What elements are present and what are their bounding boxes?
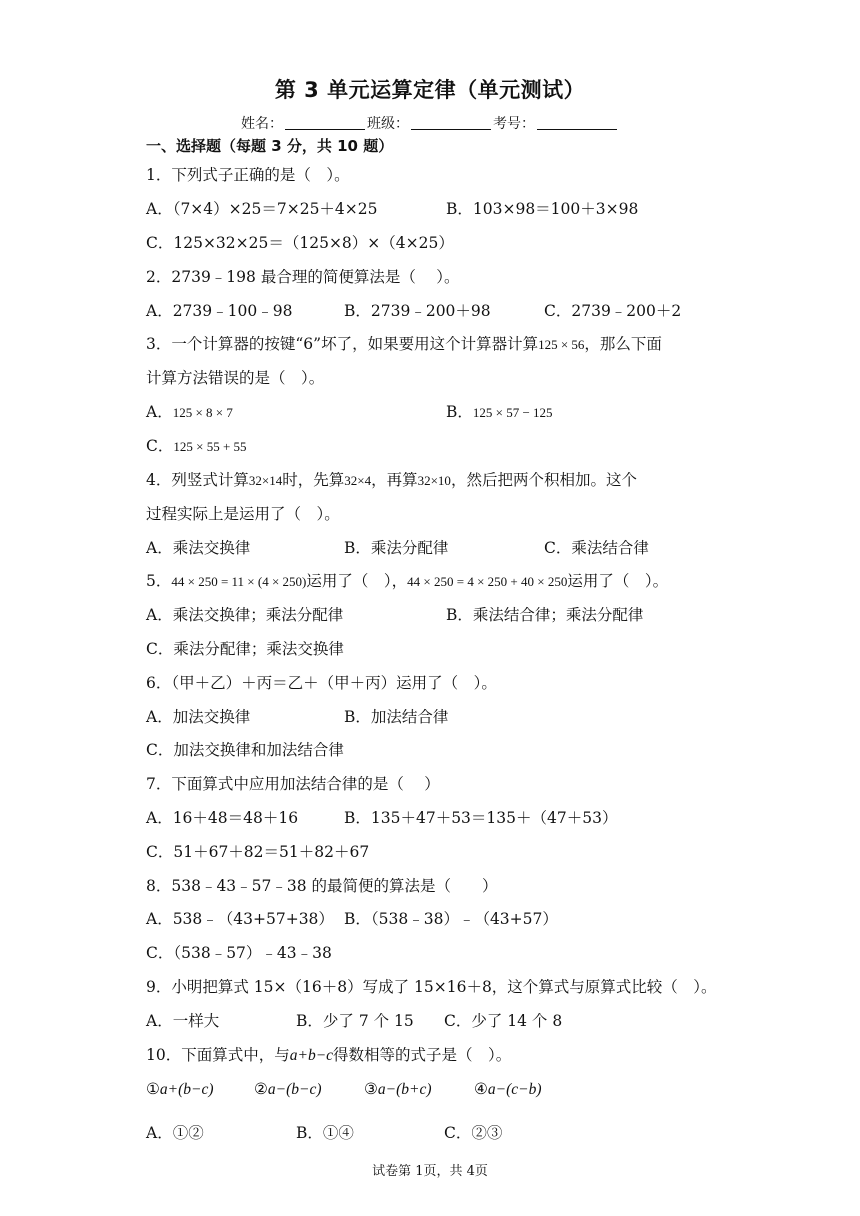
question-8-stem: 8．538﹣43﹣57﹣38 的最简便的算法是（ ） — [146, 877, 498, 895]
question-1-stem: 1．下列式子正确的是（ ）。 — [146, 166, 350, 184]
option-label: A． — [146, 403, 173, 421]
question-10-option-c[interactable]: C．②③ — [444, 1124, 503, 1142]
question-7-option-b[interactable]: B．135＋47＋53＝135＋（47＋53） — [344, 809, 618, 827]
question-3-option-c[interactable] — [146, 434, 247, 456]
question-4-expression: 32×10 — [417, 473, 451, 488]
question-6-option-b[interactable]: B．加法结合律 — [344, 708, 449, 726]
question-5-expression: 44 × 250 = 11 × (4 × 250) — [171, 574, 307, 589]
option-expression: 125 × 8 × 7 — [172, 405, 233, 420]
question-10-option-a[interactable]: A．①② — [146, 1124, 204, 1142]
question-4-expression: 32×14 — [248, 473, 283, 488]
option-expression: 125 × 55 + 55 — [173, 439, 247, 454]
choice-number: ② — [254, 1080, 268, 1098]
question-8-option-c[interactable]: C．（538﹣57）﹣43﹣38 — [146, 944, 332, 962]
option-expression: 125 × 57 − 125 — [472, 405, 553, 420]
question-5-option-b[interactable]: B．乘法结合律；乘法分配律 — [446, 606, 644, 624]
question-5-number: 5． — [146, 572, 172, 590]
choice-number: ③ — [364, 1080, 378, 1098]
question-9-stem: 9．小明把算式 15×（16＋8）写成了 15×16＋8，这个算式与原算式比较（ ）。 — [146, 978, 717, 996]
question-3-option-a[interactable] — [146, 400, 233, 422]
question-5-text: 运用了（ ）， — [306, 572, 408, 590]
name-label: 姓名： — [241, 116, 283, 132]
question-7-option-a[interactable]: A．16＋48＝48＋16 — [146, 809, 299, 827]
exam-number-blank[interactable] — [537, 115, 617, 130]
question-1-option-b[interactable]: B．103×98＝100＋3×98 — [446, 200, 639, 218]
question-4-expression: 32×4 — [344, 473, 372, 488]
question-9-option-b[interactable]: B．少了 7 个 15 — [296, 1012, 414, 1030]
question-8-option-a[interactable]: A．538﹣（43+57+38） — [146, 910, 334, 928]
question-3-text: 3．一个计算器的按键“6”坏了，如果要用这个计算器计算 — [146, 335, 539, 353]
question-7-option-c[interactable]: C．51＋67＋82＝51＋82＋67 — [146, 843, 370, 861]
choice-number: ① — [146, 1080, 160, 1098]
choice-expression: a−(b+c) — [377, 1081, 432, 1098]
question-5-expression: 44 × 250 = 4 × 250 + 40 × 250 — [407, 574, 568, 589]
question-4-option-b[interactable]: B．乘法分配律 — [344, 539, 449, 557]
question-5-option-c[interactable]: C．乘法分配律；乘法交换律 — [146, 640, 344, 658]
question-4-option-c[interactable]: C．乘法结合律 — [544, 539, 649, 557]
question-4-text: 时，先算 — [282, 471, 345, 489]
question-10-stem — [146, 1043, 511, 1065]
question-6-stem: 6．（甲＋乙）＋丙＝乙＋（甲＋丙）运用了（ ）。 — [146, 674, 497, 692]
question-10-text: 得数相等的式子是（ ）。 — [333, 1046, 512, 1064]
question-10-expression: a+b−c — [289, 1047, 334, 1064]
question-3-expression: 125 × 56 — [538, 337, 585, 352]
question-4-text: ，然后把两个积相加。这个 — [450, 471, 637, 489]
question-3-stem-line2: 计算方法错误的是（ ）。 — [146, 369, 325, 387]
question-4-text: ，再算 — [371, 471, 418, 489]
question-10-choice-4 — [474, 1080, 542, 1099]
question-1-option-c[interactable]: C．125×32×25＝（125×8）×（4×25） — [146, 234, 454, 252]
question-5-stem — [146, 569, 668, 591]
question-2-option-c[interactable]: C．2739﹣200＋2 — [544, 302, 682, 320]
question-2-stem: 2．2739﹣198 最合理的简便算法是（ ）。 — [146, 268, 460, 286]
question-6-option-c[interactable]: C．加法交换律和加法结合律 — [146, 741, 344, 759]
question-5-text: 运用了（ ）。 — [567, 572, 669, 590]
question-4-text: 4．列竖式计算 — [146, 471, 249, 489]
question-4-option-a[interactable]: A．乘法交换律 — [146, 539, 251, 557]
choice-number: ④ — [474, 1080, 488, 1098]
question-10-choice-3 — [364, 1080, 432, 1099]
question-10-text: 10．下面算式中，与 — [146, 1046, 290, 1064]
question-9-option-c[interactable]: C．少了 14 个 8 — [444, 1012, 563, 1030]
question-3-option-b[interactable] — [446, 400, 553, 422]
option-label: C． — [146, 437, 174, 455]
question-5-option-a[interactable]: A．乘法交换律；乘法分配律 — [146, 606, 344, 624]
question-4-stem-line2: 过程实际上是运用了（ ）。 — [146, 505, 340, 523]
page-footer: 试卷第 1页，共 4页 — [372, 1164, 488, 1179]
question-10-choice-1 — [146, 1080, 214, 1099]
class-label: 班级： — [367, 116, 409, 132]
section-heading: 一、选择题（每题 3 分，共 10 题） — [146, 137, 394, 155]
question-8-option-b[interactable]: B．（538﹣38）﹣（43+57） — [344, 910, 558, 928]
question-7-stem: 7．下面算式中应用加法结合律的是（ ） — [146, 775, 440, 793]
question-2-option-b[interactable]: B．2739﹣200＋98 — [344, 302, 491, 320]
choice-expression: a−(b−c) — [267, 1081, 322, 1098]
question-3-text-end: ，那么下面 — [584, 335, 662, 353]
question-2-option-a[interactable]: A．2739﹣100﹣98 — [146, 302, 293, 320]
student-info-line — [0, 113, 860, 133]
option-label: B． — [446, 403, 473, 421]
choice-expression: a−(c−b) — [487, 1081, 542, 1098]
choice-expression: a+(b−c) — [159, 1081, 214, 1098]
question-6-option-a[interactable]: A．加法交换律 — [146, 708, 251, 726]
question-9-option-a[interactable]: A．一样大 — [146, 1012, 220, 1030]
question-3-stem-line1 — [146, 332, 662, 354]
question-10-option-b[interactable]: B．①④ — [296, 1124, 354, 1142]
question-4-stem-line1 — [146, 468, 637, 490]
page-title: 第 3 单元运算定律（单元测试） — [274, 78, 586, 102]
question-1-option-a[interactable]: A．（7×4）×25＝7×25＋4×25 — [146, 200, 378, 218]
name-blank[interactable] — [285, 115, 365, 130]
class-blank[interactable] — [411, 115, 491, 130]
exam-number-label: 考号： — [493, 116, 535, 132]
question-10-choice-2 — [254, 1080, 322, 1099]
